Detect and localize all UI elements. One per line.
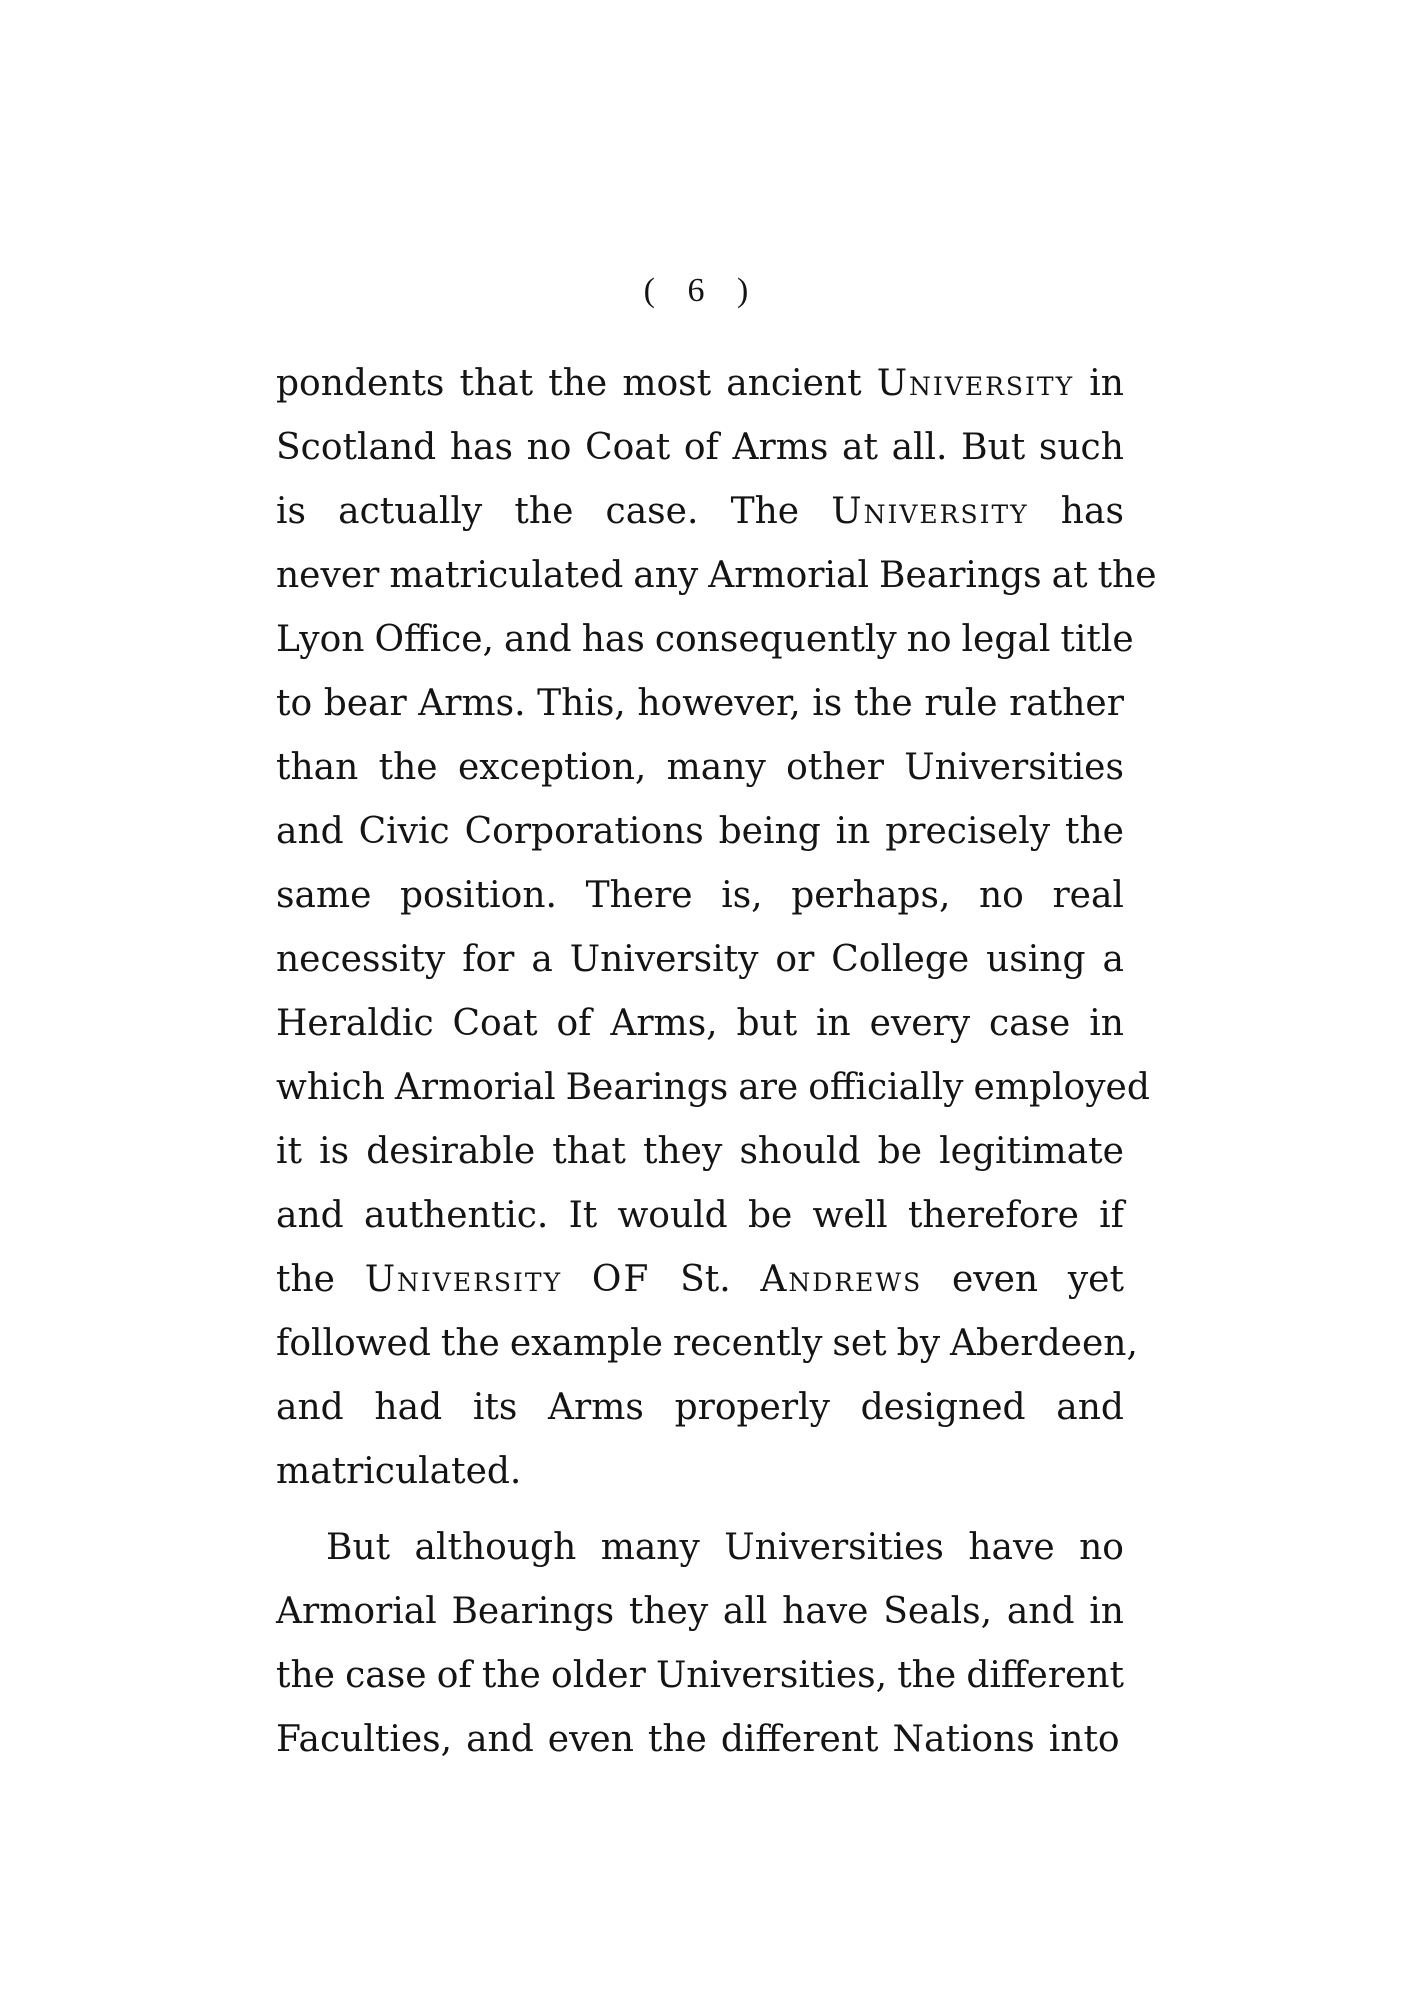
word: all <box>722 1591 768 1632</box>
paragraph-2 <box>276 1516 1124 1772</box>
word: Faculties, <box>276 1719 453 1760</box>
word: most <box>622 363 712 404</box>
word: OF <box>591 1259 651 1300</box>
word: Arms. <box>418 683 526 724</box>
word: rule <box>924 683 998 724</box>
word: which <box>276 1067 385 1108</box>
word: they <box>628 1591 709 1632</box>
text-line <box>276 736 1124 800</box>
text-line <box>276 928 1124 992</box>
word: The <box>730 491 800 532</box>
word: actually <box>338 491 483 532</box>
word: and <box>1056 1387 1124 1428</box>
text-line <box>276 1580 1124 1644</box>
word: that <box>552 1131 626 1172</box>
word: Arms <box>732 427 829 468</box>
word: well <box>812 1195 888 1236</box>
word: Coat <box>585 427 671 468</box>
text-line <box>276 608 1134 672</box>
word: is <box>319 1131 350 1172</box>
word: be <box>747 1195 793 1236</box>
body-text <box>276 352 1157 1772</box>
word: legal <box>961 619 1051 660</box>
word: many <box>600 1527 700 1568</box>
text-line <box>276 992 1124 1056</box>
text-line <box>276 1516 1124 1580</box>
word: at <box>841 427 878 468</box>
word: a <box>531 939 553 980</box>
word: But <box>326 1527 391 1568</box>
word: exception, <box>457 747 647 788</box>
word: other <box>786 747 884 788</box>
word: in <box>835 811 871 852</box>
word: position. <box>399 875 557 916</box>
word: title <box>1060 619 1134 660</box>
word: Coat <box>452 1003 538 1044</box>
word: rather <box>1009 683 1124 724</box>
word: the <box>853 683 913 724</box>
word: than <box>276 747 359 788</box>
text-line <box>276 864 1124 928</box>
word: matriculated <box>389 555 624 596</box>
word: or <box>775 939 815 980</box>
word: in <box>1089 1003 1124 1044</box>
word: Armorial <box>708 555 869 596</box>
word: if <box>1099 1195 1124 1236</box>
paragraph-1 <box>276 352 1157 1504</box>
word: precisely <box>885 811 1051 852</box>
word: Lyon <box>276 619 365 660</box>
text-line <box>276 1376 1124 1440</box>
text-line <box>276 1312 1138 1376</box>
word: no <box>906 619 952 660</box>
word: but <box>736 1003 798 1044</box>
word: recently <box>672 1323 823 1364</box>
paragraph-gap <box>276 1504 1124 1516</box>
word: This, <box>537 683 626 724</box>
word: and <box>276 1195 344 1236</box>
word: example <box>509 1323 663 1364</box>
word: be <box>877 1131 923 1172</box>
word: Universities <box>904 747 1124 788</box>
word: followed <box>276 1323 431 1364</box>
word: There <box>585 875 693 916</box>
word: no <box>526 427 572 468</box>
word: to <box>276 683 313 724</box>
text-line <box>276 1708 1124 1772</box>
word: matriculated. <box>276 1451 522 1492</box>
word: properly <box>674 1387 830 1428</box>
word: the <box>897 1655 957 1696</box>
word: Bearings <box>879 555 1042 596</box>
word: Office, <box>374 619 494 660</box>
word: would <box>617 1195 728 1236</box>
word: College <box>831 939 970 980</box>
word: the <box>440 1323 500 1364</box>
word: Aberdeen, <box>950 1323 1138 1364</box>
word: University <box>364 1259 563 1300</box>
word: a <box>1102 939 1124 980</box>
word: case. <box>605 491 699 532</box>
word: that <box>459 363 534 404</box>
word: pondents <box>276 363 445 404</box>
word: perhaps, <box>791 875 951 916</box>
word: real <box>1052 875 1124 916</box>
word: therefore <box>907 1195 1079 1236</box>
word: the <box>378 747 438 788</box>
word: the <box>1065 811 1124 852</box>
word: although <box>414 1527 577 1568</box>
word: however, <box>637 683 801 724</box>
word: of <box>436 1655 472 1696</box>
word: its <box>472 1387 518 1428</box>
text-line <box>276 1120 1124 1184</box>
word: Seals, <box>883 1591 993 1632</box>
word: it <box>276 1131 302 1172</box>
word: by <box>896 1323 941 1364</box>
word: Corporations <box>464 811 704 852</box>
word: have <box>968 1527 1055 1568</box>
word: any <box>633 555 699 596</box>
word: Bearings <box>565 1067 729 1108</box>
text-line <box>276 1644 1124 1708</box>
word: necessity <box>276 939 446 980</box>
word: and <box>466 1719 534 1760</box>
word: officially <box>808 1067 964 1108</box>
word: have <box>782 1591 869 1632</box>
word: University <box>831 491 1029 532</box>
page-number: ( 6 ) <box>643 272 761 309</box>
text-line <box>276 544 1157 608</box>
word: and <box>504 619 572 660</box>
word: case <box>345 1655 427 1696</box>
word: the <box>276 1259 335 1300</box>
word: of <box>556 1003 592 1044</box>
word: authentic. <box>363 1195 549 1236</box>
word: all. <box>891 427 948 468</box>
word: Heraldic <box>276 1003 434 1044</box>
word: is, <box>721 875 763 916</box>
word: University <box>569 939 759 980</box>
text-line <box>276 800 1124 864</box>
word: in <box>1089 363 1124 404</box>
word: Bearings <box>451 1591 615 1632</box>
word: no <box>1079 1527 1124 1568</box>
word: is <box>812 683 843 724</box>
word: Scotland <box>276 427 437 468</box>
word: different <box>966 1655 1124 1696</box>
word: consequently <box>654 619 897 660</box>
word: older <box>551 1655 646 1696</box>
word: has <box>449 427 513 468</box>
word: same <box>276 875 372 916</box>
word: Arms <box>548 1387 644 1428</box>
word: the <box>548 363 608 404</box>
word: are <box>738 1067 799 1108</box>
word: and <box>1006 1591 1075 1632</box>
word: the <box>481 1655 541 1696</box>
word: Nations <box>892 1719 1035 1760</box>
text-line <box>276 1056 1150 1120</box>
word: Civic <box>358 811 450 852</box>
word: St. <box>680 1259 731 1300</box>
word: Universities, <box>655 1655 888 1696</box>
word: of <box>683 427 719 468</box>
word: into <box>1048 1719 1120 1760</box>
word: in <box>816 1003 851 1044</box>
word: yet <box>1067 1259 1124 1300</box>
text-line <box>276 416 1124 480</box>
word: they <box>643 1131 723 1172</box>
text-line <box>276 352 1124 416</box>
word: and <box>276 1387 344 1428</box>
word: the <box>276 1655 335 1696</box>
word: many <box>666 747 766 788</box>
text-line <box>276 1440 1124 1504</box>
word: set <box>832 1323 887 1364</box>
word: never <box>276 555 380 596</box>
word: Universities <box>724 1527 944 1568</box>
word: has <box>1060 491 1124 532</box>
word: using <box>986 939 1086 980</box>
word: no <box>978 875 1024 916</box>
word: even <box>547 1719 634 1760</box>
word: the <box>1097 555 1157 596</box>
text-line <box>276 672 1124 736</box>
word: ancient <box>726 363 862 404</box>
word: bear <box>323 683 407 724</box>
word: Andrews <box>760 1259 923 1300</box>
word: at <box>1051 555 1088 596</box>
word: University <box>876 363 1075 404</box>
text-line <box>276 1184 1124 1248</box>
word: different <box>720 1719 879 1760</box>
word: the <box>647 1719 707 1760</box>
word: desirable <box>366 1131 536 1172</box>
word: the <box>514 491 574 532</box>
word: Arms, <box>610 1003 718 1044</box>
word: It <box>568 1195 598 1236</box>
word: designed <box>860 1387 1026 1428</box>
word: being <box>718 811 821 852</box>
word: should <box>739 1131 861 1172</box>
word: Armorial <box>276 1591 437 1632</box>
word: case <box>988 1003 1071 1044</box>
word: every <box>869 1003 971 1044</box>
word: such <box>1038 427 1124 468</box>
word: even <box>951 1259 1039 1300</box>
word: is <box>276 491 306 532</box>
text-line <box>276 480 1124 544</box>
word: has <box>581 619 645 660</box>
word: Armorial <box>394 1067 556 1108</box>
word: legitimate <box>939 1131 1124 1172</box>
word: had <box>374 1387 443 1428</box>
text-line <box>276 1248 1124 1312</box>
word: But <box>961 427 1026 468</box>
word: employed <box>973 1067 1150 1108</box>
word: and <box>276 811 344 852</box>
word: in <box>1089 1591 1124 1632</box>
word: for <box>462 939 515 980</box>
